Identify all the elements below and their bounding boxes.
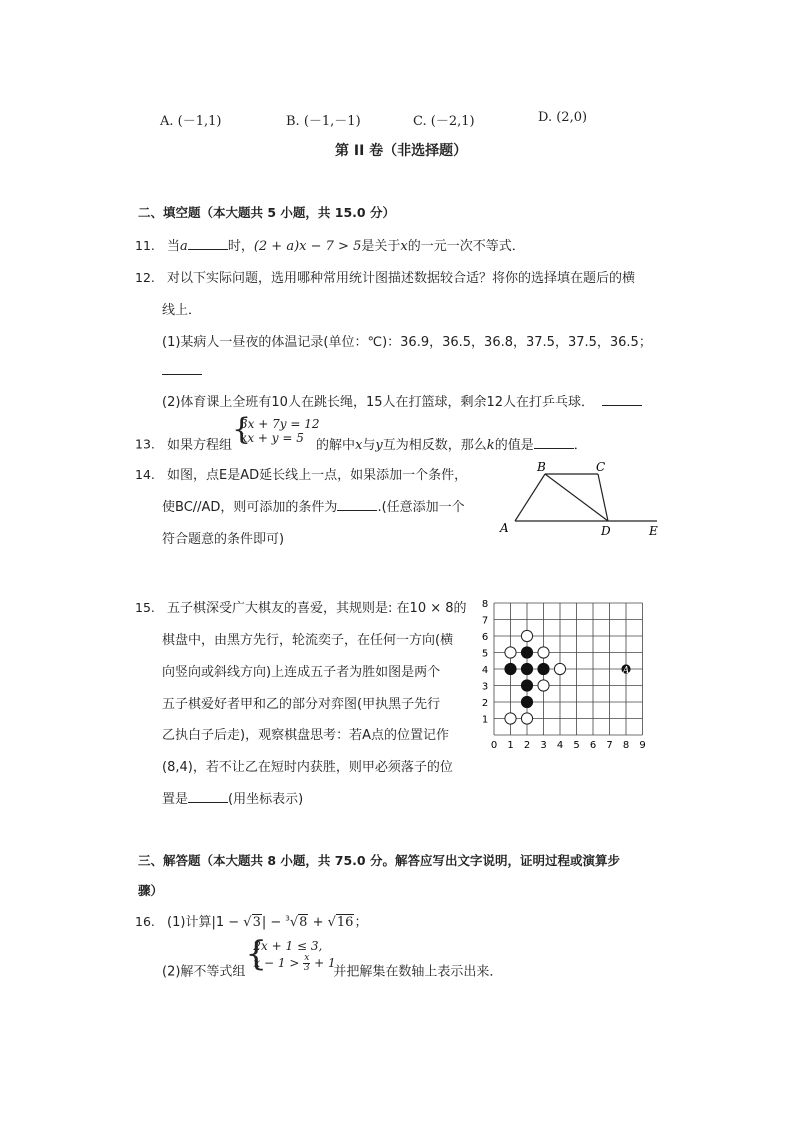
q14-answer-blank[interactable]: [337, 498, 377, 511]
option-d-value: (2,0): [556, 110, 588, 125]
black-stone: [505, 663, 516, 674]
q16-p1-plus: +: [308, 915, 328, 930]
white-stone: [554, 663, 565, 674]
q16-inequality-system: [245, 934, 336, 976]
section2-heading: 二、填空题（本大题共 5 小题，共 15.0 分）: [138, 205, 395, 220]
q16-p2-post: 并把解集在数轴上表示出来．: [333, 964, 503, 980]
black-stone: [521, 647, 532, 658]
x-tick-label: 9: [639, 740, 646, 751]
q11-number: 11.: [135, 238, 155, 253]
option-b: [286, 110, 361, 129]
q15-text-line6: (8,4)，若不让乙在短时内获胜，则甲必须落子的位: [162, 760, 453, 775]
q16-fraction: [303, 954, 310, 973]
q14-number: 14.: [135, 467, 155, 482]
q13-answer-blank[interactable]: [534, 436, 574, 449]
q14-figure: [495, 455, 670, 540]
option-c-letter: C.: [413, 114, 427, 129]
q16-p1-mid: | −: [261, 915, 286, 930]
q13-end: ．: [573, 437, 587, 453]
q16-p1-end: ；: [354, 915, 368, 930]
q13-x: x: [355, 437, 363, 453]
y-tick-label: 7: [481, 615, 489, 627]
q13-with: 与: [362, 437, 376, 453]
q13-eq1: 3x + 7y = 12: [240, 417, 320, 431]
y-tick-label: 2: [481, 698, 489, 709]
y-tick-label: 8: [481, 599, 489, 610]
x-tick-label: 6: [589, 740, 597, 751]
y-tick-label: 6: [481, 632, 489, 643]
q15-text-line3: 向竖向或斜线方向)上连成五子者为胜如图是两个: [162, 665, 441, 680]
black-stone: [521, 696, 532, 707]
q11-post: 是关于: [361, 239, 401, 254]
black-stone: [521, 680, 532, 691]
q13-number: 13.: [135, 436, 155, 452]
q16-p2-pre: (2)解不等式组: [162, 964, 246, 980]
x-tick-label: 1: [507, 740, 514, 751]
q16-number: 16.: [135, 914, 155, 929]
x-tick-label: 7: [606, 740, 613, 751]
q12-part2: [162, 391, 642, 410]
q16-frac-den: 3: [303, 963, 310, 973]
q16-cube-radicand: 8: [299, 915, 308, 930]
q11-var-a: a: [180, 239, 188, 254]
q14-text-line1: 如图，点E是AD延长线上一点，如果添加一个条件，: [167, 468, 468, 483]
go-board: [478, 595, 668, 755]
board-ticks: [482, 599, 646, 751]
board-stones: [505, 630, 631, 724]
option-d-letter: D.: [538, 110, 553, 125]
q16-ineq2-post: + 1: [314, 956, 336, 970]
label-e: E: [649, 524, 658, 538]
option-d: [538, 110, 587, 125]
q16-sqrt3: 3: [252, 915, 261, 930]
q15-text-line1: 五子棋深受广大棋友的喜爱，其规则是: 在10 × 8的: [167, 601, 467, 616]
label-b: B: [537, 460, 546, 474]
option-a-value: (－1,1): [177, 114, 222, 129]
q16-ineq1: 2x + 1 ≤ 3,: [253, 939, 323, 953]
y-tick-label: 1: [481, 714, 489, 726]
q16-p1-pre: (1)计算|1 −: [167, 915, 244, 930]
q16-part2: [162, 934, 503, 980]
x-tick-label: 4: [556, 740, 564, 751]
part2-title: 第 II 卷（非选择题）: [335, 143, 468, 159]
point-a-label: A: [622, 666, 630, 676]
q14-line2: [162, 496, 465, 515]
q13: [135, 412, 587, 453]
y-tick-label: 3: [481, 681, 489, 693]
white-stone: [505, 647, 516, 658]
q13-pre: 如果方程组: [167, 437, 233, 453]
q15-answer-blank[interactable]: [188, 790, 228, 803]
q11-end: 的一元一次不等式．: [407, 239, 525, 254]
q12-text-line2: 线上．: [162, 303, 202, 318]
q13-rel: 互为相反数，那么: [382, 437, 487, 453]
q12-part1: (1)某病人一昼夜的体温记录(单位：℃)：36.9，36.5，36.8，37.5，37.5，36.5；: [162, 335, 652, 350]
q12-text-line1: 对以下实际问题，选用哪种常用统计图描述数据较合适？将你的选择填在题后的横: [167, 271, 636, 286]
q12-number: 12.: [135, 270, 155, 285]
q13-mid: 的解中: [316, 437, 356, 453]
y-tick-label: 4: [481, 665, 489, 676]
line-bd: [545, 474, 608, 521]
x-tick-label: 2: [523, 740, 531, 751]
q11-answer-blank[interactable]: [188, 237, 228, 250]
q15-last-pre: 置是: [162, 792, 189, 807]
q11-expr: (2 + a)x − 7 > 5: [253, 239, 362, 254]
q16-part1: 16. (1)计算|1 − √3| − $^3$√8 + √16；: [135, 914, 368, 930]
white-stone: [505, 713, 516, 724]
q15-text-line5: 乙执白子后走)，观察棋盘思考：若A点的位置记作: [162, 728, 449, 743]
q14-line1: [135, 464, 467, 483]
q15-last-post: (用坐标表示): [228, 792, 304, 807]
q11-mid: 时，: [227, 239, 254, 254]
q11-pre: 当: [167, 239, 181, 254]
label-d: D: [601, 524, 611, 538]
q13-equation-system: [232, 412, 320, 448]
q16-brace: {: [245, 934, 268, 974]
q14-line2-pre: 使BC//AD，则可添加的条件为: [162, 500, 338, 515]
line-ab: [515, 474, 545, 521]
q12-part2-blank[interactable]: [602, 393, 642, 406]
section3-heading-line2: 骤）: [138, 883, 164, 898]
q12-line1: [135, 267, 635, 286]
q16-sqrt16: 16: [336, 915, 354, 930]
option-b-value: (－1,－1): [303, 114, 361, 129]
q15-text-line2: 棋盘中，由黑方先行，轮流奕子，在任何一方向(横: [162, 633, 454, 648]
q12-part2-text: (2)体育课上全班有10人在跳长绳，15人在打篮球，剩余12人在打乒乓球．: [162, 395, 595, 410]
white-stone: [538, 647, 549, 658]
x-tick-label: 8: [622, 740, 630, 751]
q13-tail: 的值是: [494, 437, 534, 453]
white-stone: [538, 680, 549, 691]
q15-number: 15.: [135, 600, 155, 615]
option-b-letter: B.: [286, 114, 300, 129]
option-a-letter: A.: [160, 114, 174, 129]
q13-brace: {: [232, 412, 252, 447]
q12-part1-blank[interactable]: [162, 362, 202, 375]
option-c-value: (－2,1): [430, 114, 475, 129]
option-c: [413, 110, 475, 129]
q16-cuberoot-index: 3: [285, 914, 290, 923]
label-a: A: [500, 521, 509, 535]
q15-text-line4: 五子棋爱好者甲和乙的部分对弈图(甲执黑子先行: [162, 697, 441, 712]
q11-var-x: x: [400, 239, 408, 254]
q16-frac-num: x: [304, 953, 310, 963]
label-c: C: [596, 460, 606, 474]
black-stone: [521, 663, 532, 674]
white-stone: [521, 713, 532, 724]
q15-line7: [162, 788, 303, 807]
x-tick-label: 5: [573, 740, 580, 751]
q16-ineq2-pre: x − 1 >: [253, 956, 300, 970]
q13-eq2: kx + y = 5: [240, 431, 304, 445]
section3-heading-line1: 三、解答题（本大题共 8 小题，共 75.0 分。解答应写出文字说明，证明过程或演算步: [138, 853, 620, 868]
q13-y: y: [375, 437, 383, 453]
q11: [135, 235, 525, 254]
black-stone: [538, 663, 549, 674]
y-tick-label: 5: [481, 648, 489, 660]
q13-k: k: [486, 437, 495, 453]
x-tick-label: 3: [540, 740, 547, 751]
option-a: [160, 110, 222, 129]
q14-text-line3: 符合题意的条件即可): [162, 532, 285, 547]
q15-line1: [135, 597, 467, 616]
white-stone: [521, 630, 532, 641]
x-tick-label: 0: [490, 740, 498, 751]
q14-line2-post: .(任意添加一个: [377, 500, 465, 515]
